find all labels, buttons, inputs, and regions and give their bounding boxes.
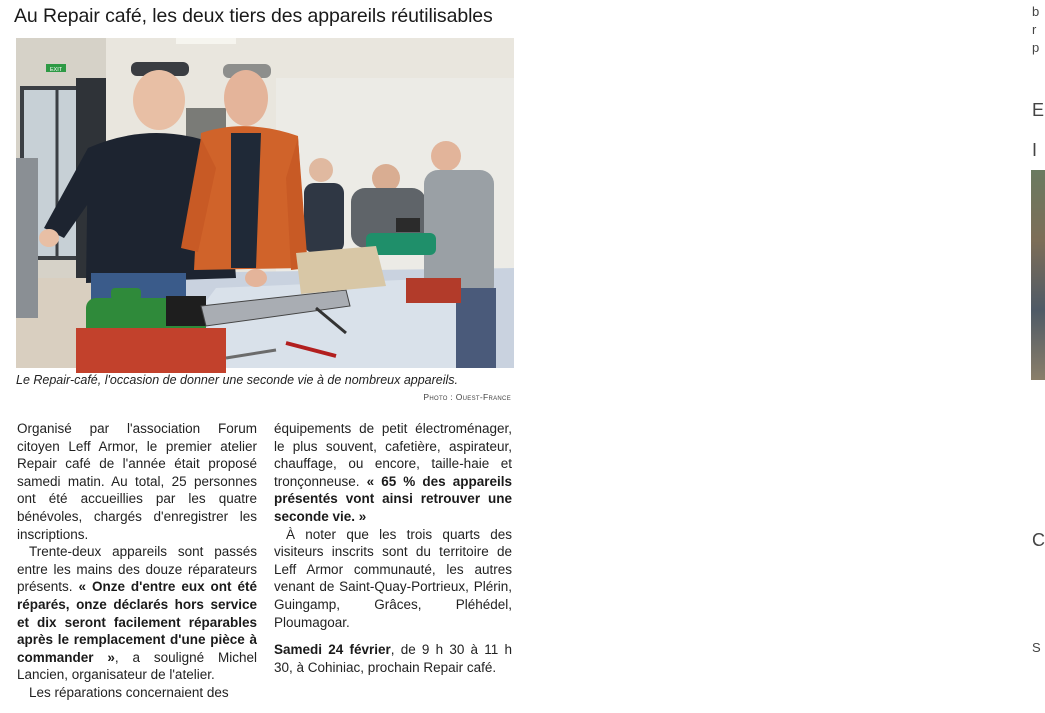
- paragraph: Les réparations concernaient des: [29, 684, 229, 700]
- sliver-letter: p: [1032, 40, 1040, 55]
- paragraph: Organisé par l'association Forum citoyen Leff Armor, le premier atelier Repair café de l'année était proposé samedi matin. Au total, 25 personnes ont été accueillies par les quatre bénévoles, chargés d'enregistrer les inscriptions.: [17, 421, 257, 542]
- adjacent-photo: [1031, 170, 1045, 380]
- sliver-letter: I: [1032, 140, 1038, 160]
- photo-caption: Le Repair-café, l'occasion de donner une seconde vie à de nombreux appareils.: [16, 373, 459, 387]
- sliver-letter: r: [1032, 22, 1037, 37]
- event-info: Samedi 24 février, de 9 h 30 à 11 h 30, à Cohiniac, prochain Repair café.: [274, 642, 512, 675]
- article-headline: Au Repair café, les deux tiers des appareils réutilisables: [14, 5, 493, 27]
- exit-sign: EXIT: [49, 67, 63, 73]
- paragraph: À noter que les trois quarts des visiteurs inscrits sont du territoire de Leff Armor communauté, les autres venant de Saint-Quay-Portrieux, Plérin, Guingamp, Grâces, Pléhédel, Ploumagoar.: [274, 526, 512, 630]
- paragraph: équipements de petit électroménager, le plus souvent, cafetière, aspirateur, chauffage, ou encore, taille-haie et tronçonneuse. « 65 % des appareils présentés vont ainsi retrouver une seconde vie. »: [274, 421, 513, 524]
- article-column-2: [274, 420, 512, 676]
- photo-credit: Photo : Ouest-France: [423, 392, 511, 402]
- paragraph: Trente-deux appareils sont passés entre les mains des douze réparateurs présents. « Onze d'entre eux ont été réparés, onze déclarés hors service et dix seront facilement réparables après le remplacement d'une pièce à commander », a souligné Michel Lancien, organisateur de l'atelier.: [17, 544, 257, 683]
- article-column-1: [17, 420, 257, 702]
- adjacent-article-edge: [514, 0, 1045, 713]
- sliver-letter: E: [1032, 100, 1045, 120]
- article-photo: [16, 38, 514, 368]
- event-date: Samedi 24 février: [274, 642, 391, 658]
- sliver-letter: S: [1032, 640, 1041, 655]
- quote: « 65 % des appareils présentés vont ainsi retrouver une seconde vie. »: [274, 473, 513, 524]
- sliver-letter: C: [1032, 530, 1045, 550]
- quote: « Onze d'entre eux ont été réparés, onze déclarés hors service et dix seront facilement réparables après le remplacement d'une pièce à commander »: [17, 579, 257, 665]
- sliver-letter: b: [1032, 4, 1040, 19]
